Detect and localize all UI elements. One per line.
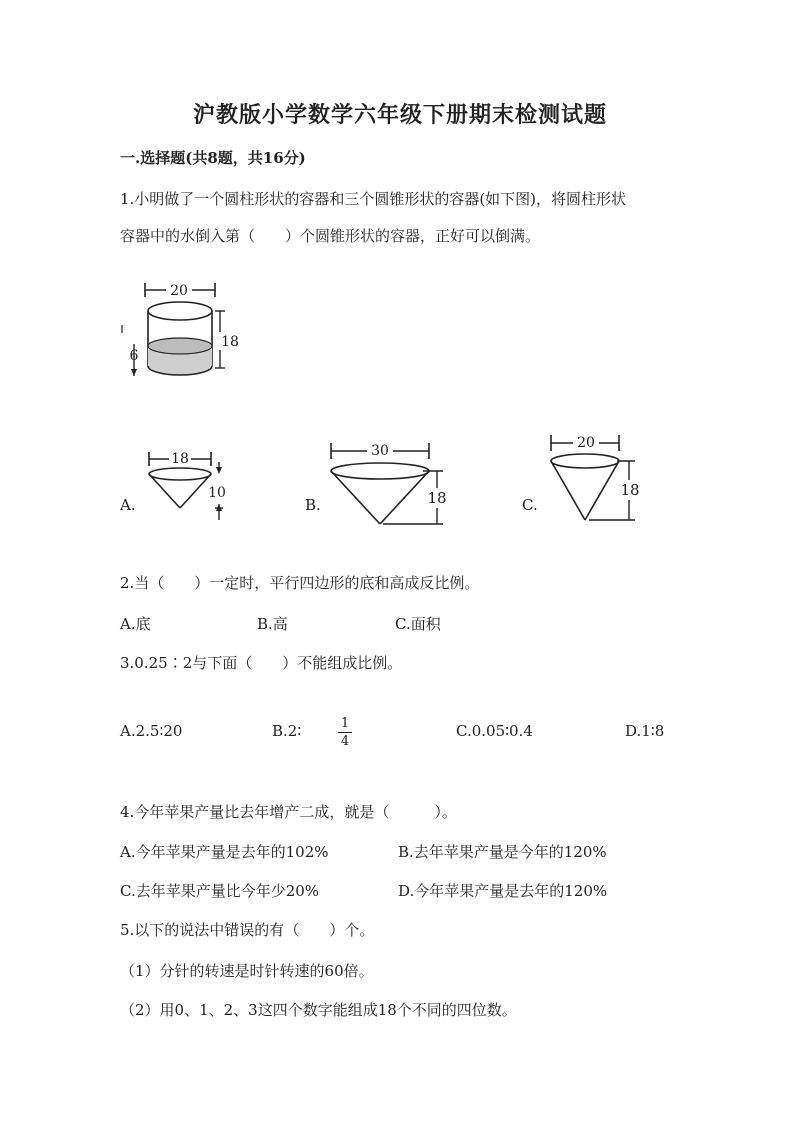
q3-stem: 3.0.25∶2与下面（ ）不能组成比例。 <box>120 654 403 672</box>
cylinder-water-label: 6 <box>129 348 139 364</box>
cone-c-label: C. <box>522 496 538 514</box>
cone-b-height-label: 18 <box>427 489 447 507</box>
cone-b-diameter-label: 30 <box>371 443 389 459</box>
cylinder-diameter-label: 20 <box>170 283 188 299</box>
q5-item-1: （1）分针的转速是时针转速的60倍。 <box>120 962 374 980</box>
fraction-denominator: 4 <box>340 734 350 749</box>
q2-option-c: C.面积 <box>395 615 441 633</box>
q2-stem: 2.当（ ）一定时，平行四边形的底和高成反比例。 <box>120 574 480 592</box>
q4-option-b: B.去年苹果产量是今年的120% <box>398 843 607 861</box>
q4-option-c: C.去年苹果产量比今年少20% <box>120 882 320 900</box>
cone-c-figure <box>545 432 650 527</box>
cone-a-diameter-label: 18 <box>171 451 189 467</box>
fraction-numerator: 1 <box>340 716 350 731</box>
q3-option-c: C.0.05∶0.4 <box>456 722 533 740</box>
q2-option-b: B.高 <box>257 615 288 633</box>
q2-option-a: A.底 <box>120 615 151 633</box>
cone-c-height-label: 18 <box>620 481 640 499</box>
cone-a-label: A. <box>120 496 136 514</box>
cone-a-figure <box>143 448 243 523</box>
q5-item-2: （2）用0、1、2、3这四个数字能组成18个不同的四位数。 <box>120 1001 517 1019</box>
cone-a-height-label: 10 <box>208 485 226 501</box>
q4-option-a: A.今年苹果产量是去年的102% <box>120 843 329 861</box>
cone-b-label: B. <box>305 496 321 514</box>
section-heading: 一.选择题(共8题，共16分) <box>120 149 306 167</box>
q3-option-d: D.1∶8 <box>625 722 665 740</box>
q3-option-b-fraction <box>338 716 352 749</box>
cylinder-figure <box>120 278 250 383</box>
q5-stem: 5.以下的说法中错误的有（ ）个。 <box>120 921 375 939</box>
q3-option-b: B.2∶ <box>272 722 302 740</box>
cylinder-height-label: 18 <box>221 334 239 350</box>
q3-option-a: A.2.5∶20 <box>120 722 183 740</box>
q1-stem-line1: 1.小明做了一个圆柱形状的容器和三个圆锥形状的容器(如下图)，将圆柱形状 <box>120 190 627 208</box>
cone-b-figure <box>325 438 455 533</box>
q1-stem-line2: 容器中的水倒入第（ ）个圆锥形状的容器，正好可以倒满。 <box>120 227 541 245</box>
q4-stem: 4.今年苹果产量比去年增产二成，就是（ ）。 <box>120 803 457 821</box>
cone-c-diameter-label: 20 <box>577 435 595 451</box>
page-title: 沪教版小学数学六年级下册期末检测试题 <box>192 102 607 128</box>
q4-option-d: D.今年苹果产量是去年的120% <box>398 882 608 900</box>
